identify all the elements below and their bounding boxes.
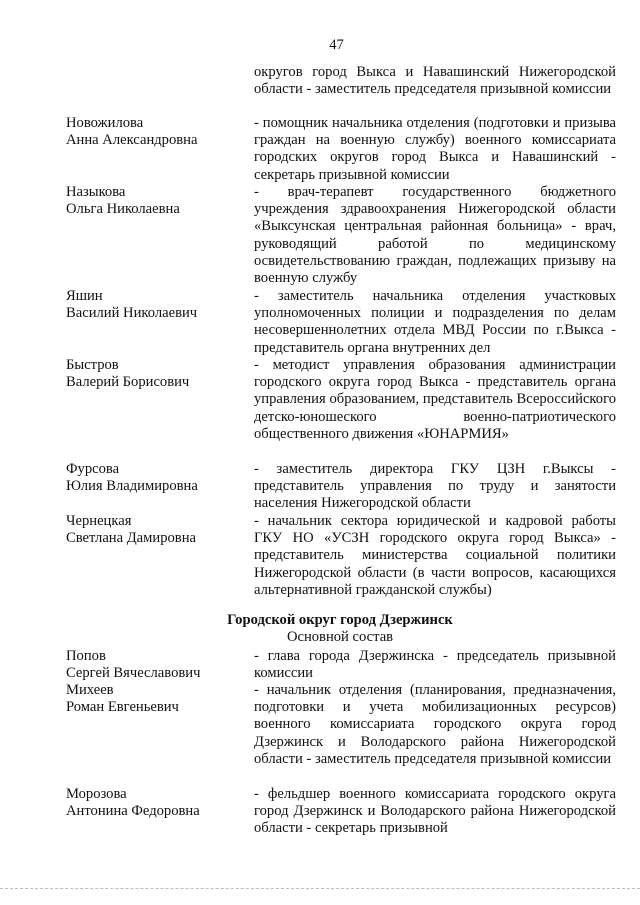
member-given-name: Валерий Борисович [66, 374, 190, 391]
list-item [66, 682, 618, 768]
member-name [66, 184, 246, 218]
member-role: - глава города Дзержинска - председатель призывной комиссии [254, 648, 616, 682]
member-role: - помощник начальника отделения (подготовки и призыва граждан на военную службу) военного комиссариата городских округов город Выкса и Навашинский - секретарь призывной комиссии [254, 115, 616, 183]
member-surname: Морозова [66, 786, 127, 802]
list-item [66, 513, 618, 599]
member-surname: Быстров [66, 357, 119, 373]
list-item [66, 184, 618, 287]
page-cut-line [0, 888, 640, 889]
member-given-name: Роман Евгеньевич [66, 699, 179, 716]
member-role: - методист управления образования администрации городского округа город Выкса - представитель органа управления образованием, представитель Всероссийского детско-юношеского военно-патриотического общественного движения «ЮНАРМИЯ» [254, 357, 616, 442]
continuation-text: округов город Выкса и Навашинский Нижегородской области - заместитель председателя призывной комиссии [254, 64, 616, 98]
member-surname: Попов [66, 648, 106, 664]
member-surname: Назыкова [66, 184, 126, 200]
list-item [66, 461, 618, 513]
member-surname: Яшин [66, 288, 103, 304]
member-role: - фельдшер военного комиссариата городского округа город Дзержинск и Володарского района Нижегородской области - секретарь призывной [254, 786, 616, 837]
member-role: - заместитель начальника отделения участковых уполномоченных полиции и подразделения по делам несовершеннолетних отдела МВД России по г.Выкса - представитель органа внутренних дел [254, 288, 616, 356]
member-surname: Новожилова [66, 115, 144, 131]
member-name [66, 513, 246, 547]
member-given-name: Анна Александровна [66, 132, 198, 149]
member-given-name: Сергей Вячеславович [66, 665, 201, 682]
member-surname: Чернецкая [66, 513, 132, 529]
member-role: - начальник сектора юридической и кадровой работы ГКУ НО «УСЗН городского округа город Выкса» - представитель министерства социальной политики Нижегородской области (в части вопросов, касающихся альтернативной гражданской службы) [254, 513, 616, 598]
member-name [66, 648, 246, 682]
list-item [66, 357, 618, 443]
member-given-name: Светлана Дамировна [66, 530, 196, 547]
member-given-name: Василий Николаевич [66, 305, 198, 322]
member-role: - начальник отделения (планирования, предназначения, подготовки и учета мобилизационных ресурсов) военного комиссариата городского округа город Дзержинск и Володарского района Нижегородской области - заместитель председателя призывной комиссии [254, 682, 616, 767]
section-subtitle: Основной состав [286, 629, 394, 645]
member-name [66, 288, 246, 322]
member-given-name: Ольга Николаевна [66, 201, 180, 218]
list-item [66, 115, 618, 184]
member-given-name: Антонина Федоровна [66, 803, 200, 820]
list-item [66, 288, 618, 357]
member-role: - заместитель директора ГКУ ЦЗН г.Выксы - представитель управления по труду и занятости населения Нижегородской области [254, 461, 616, 512]
member-name [66, 682, 246, 716]
member-name [66, 357, 246, 391]
member-surname: Михеев [66, 682, 114, 698]
member-role: - врач-терапевт государственного бюджетного учреждения здравоохранения Нижегородской области «Выксунская центральная районная больница» - врач, руководящий работой по медицинскому освидетельствованию граждан, подлежащих призыву на военную службу [254, 184, 616, 287]
member-name [66, 461, 246, 495]
list-item [66, 786, 618, 838]
member-given-name: Юлия Владимировна [66, 478, 198, 495]
member-surname: Фурсова [66, 461, 120, 477]
section-title: Городской округ город Дзержинск [227, 612, 453, 628]
page-number: 47 [329, 37, 344, 53]
member-name [66, 786, 246, 820]
member-name [66, 115, 246, 149]
list-item [66, 648, 618, 682]
